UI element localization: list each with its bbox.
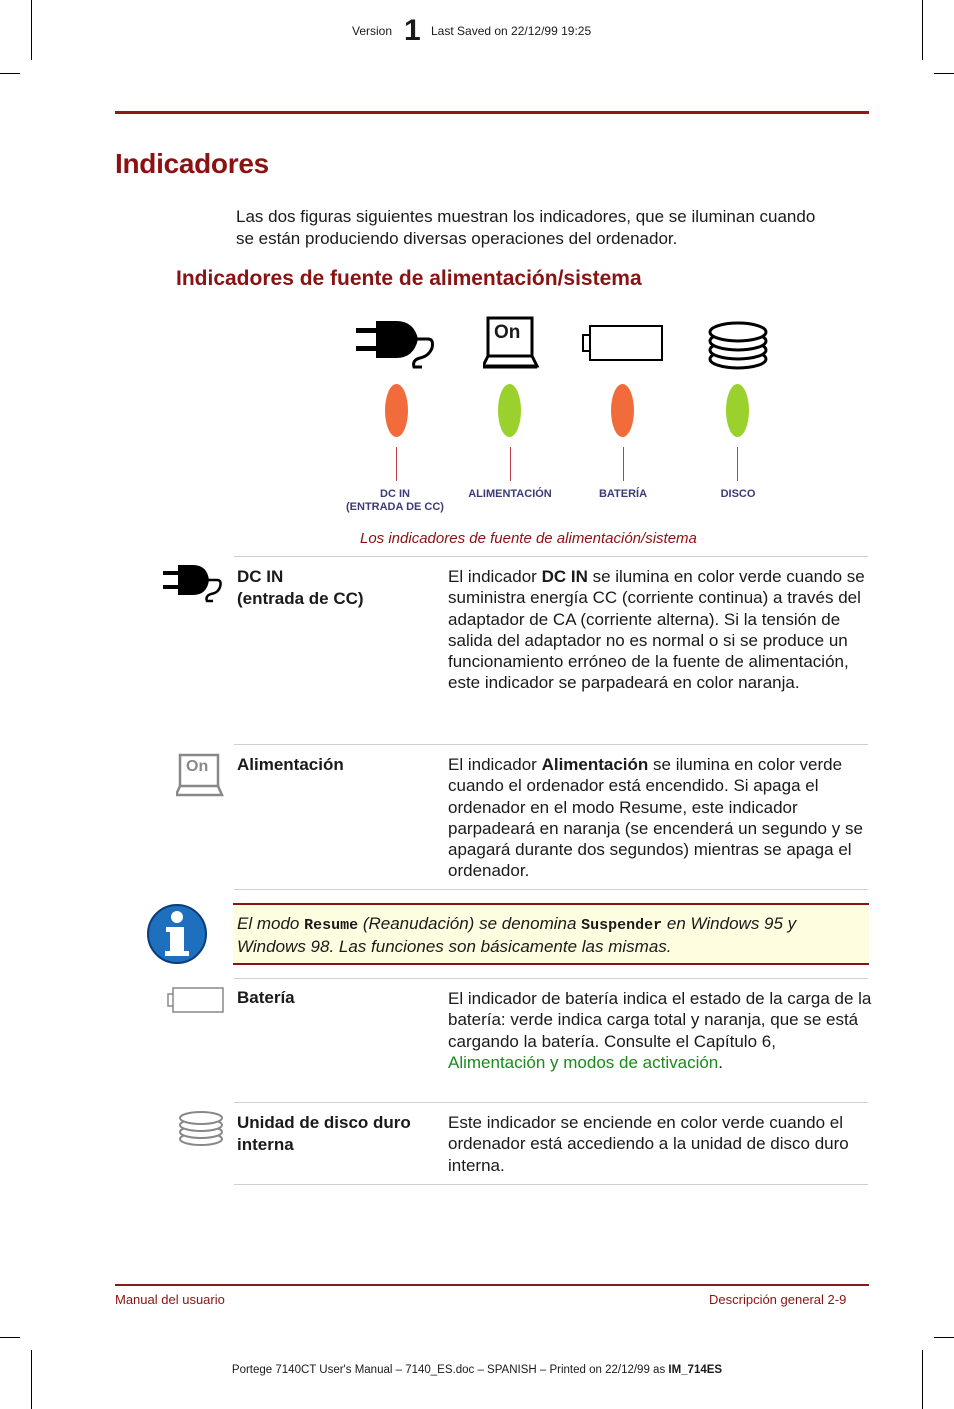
led-battery [611, 384, 634, 437]
led-disk [726, 384, 749, 437]
crop-mark [31, 0, 32, 60]
disk-icon [707, 319, 769, 371]
print-info: Portege 7140CT User's Manual – 7140_ES.doc – SPANISH – Printed on 22/12/99 as IM_714ES [231, 1364, 723, 1376]
led-leader-line [623, 447, 624, 481]
figure-caption: Los indicadores de fuente de alimentación/sistema [360, 530, 697, 547]
crop-mark [0, 73, 20, 74]
led-power [498, 384, 521, 437]
led-label-dcin: DC IN (ENTRADA DE CC) [346, 488, 444, 513]
intro-paragraph: Las dos figuras siguientes muestran los indicadores, que se iluminan cuando se están produciendo diversas operaciones del ordenador. [236, 207, 816, 248]
chapter-link[interactable]: Alimentación y modos de activación [448, 1052, 719, 1072]
row-desc-disk: Este indicador se enciende en color verde cuando el ordenador está accediendo a la unidad de disco duro interna. [448, 1113, 849, 1175]
footer-right: Descripción general 2-9 [709, 1292, 847, 1307]
version-number: 1 [404, 14, 421, 47]
crop-mark [934, 73, 954, 74]
row-term-battery: Batería [237, 988, 295, 1007]
crop-mark [922, 0, 923, 60]
row-desc-dcin: El indicador DC IN se ilumina en color verde cuando se suministra energía CC (corriente continua) a través del adaptador de CA (corriente alterna). Si la tensión de salida del adaptador no es normal o si se produce un funcionamiento erróneo de la fuente de alimentación, este indicador se parpadeará en color naranja. [448, 567, 865, 693]
row-desc-battery: El indicador de batería indica el estado de la carga de la batería: verde indica carga total y naranja, que se está cargando la batería. Consulte el Capítulo 6, Alimentación y modos de activación. [448, 989, 872, 1072]
led-label-power: ALIMENTACIÓN [468, 488, 552, 500]
led-leader-line [737, 447, 738, 481]
table-rule [234, 1102, 868, 1103]
info-icon [146, 903, 208, 965]
crop-mark [0, 1337, 20, 1338]
led-label-disk: DISCO [720, 488, 756, 500]
battery-icon [167, 987, 225, 1013]
table-rule [234, 744, 868, 745]
row-desc-power: El indicador Alimentación se ilumina en color verde cuando el ordenador está encendido. Si apaga el ordenador en el modo Resume, este indicador parpadeará en naranja (se encenderá un segundo y se apagará durante dos segundos) mientras se apaga el ordenador. [448, 755, 863, 881]
row-term-power: Alimentación [237, 755, 344, 774]
section-title: Indicadores de fuente de alimentación/sistema [176, 267, 642, 290]
power-on-label: On [186, 758, 209, 775]
note-text: El modo Resume (Reanudación) se denomina Suspender en Windows 95 y Windows 98. Las funciones son básicamente las mismas. [237, 914, 797, 956]
crop-mark [922, 1350, 923, 1409]
table-rule [234, 889, 868, 890]
led-leader-line [510, 447, 511, 481]
led-label-battery: BATERÍA [598, 488, 648, 500]
crop-mark [31, 1350, 32, 1409]
disk-icon [178, 1110, 224, 1148]
table-rule [234, 556, 868, 557]
crop-mark [934, 1337, 954, 1338]
row-term-disk: Unidad de disco duro interna [237, 1113, 411, 1154]
top-rule [115, 111, 869, 114]
row-term-dcin: DC IN (entrada de CC) [237, 567, 364, 608]
led-leader-line [396, 447, 397, 481]
page-title: Indicadores [115, 148, 269, 179]
battery-icon [582, 325, 664, 361]
table-rule [234, 1184, 868, 1185]
footer-rule [115, 1284, 869, 1286]
table-rule [234, 978, 868, 979]
version-label: Version [352, 24, 393, 38]
plug-icon [163, 563, 225, 603]
footer-left: Manual del usuario [115, 1292, 225, 1307]
led-dcin [385, 384, 408, 437]
last-saved: Last Saved on 22/12/99 19:25 [431, 24, 592, 38]
power-on-label: On [494, 322, 521, 343]
plug-icon [356, 318, 438, 370]
